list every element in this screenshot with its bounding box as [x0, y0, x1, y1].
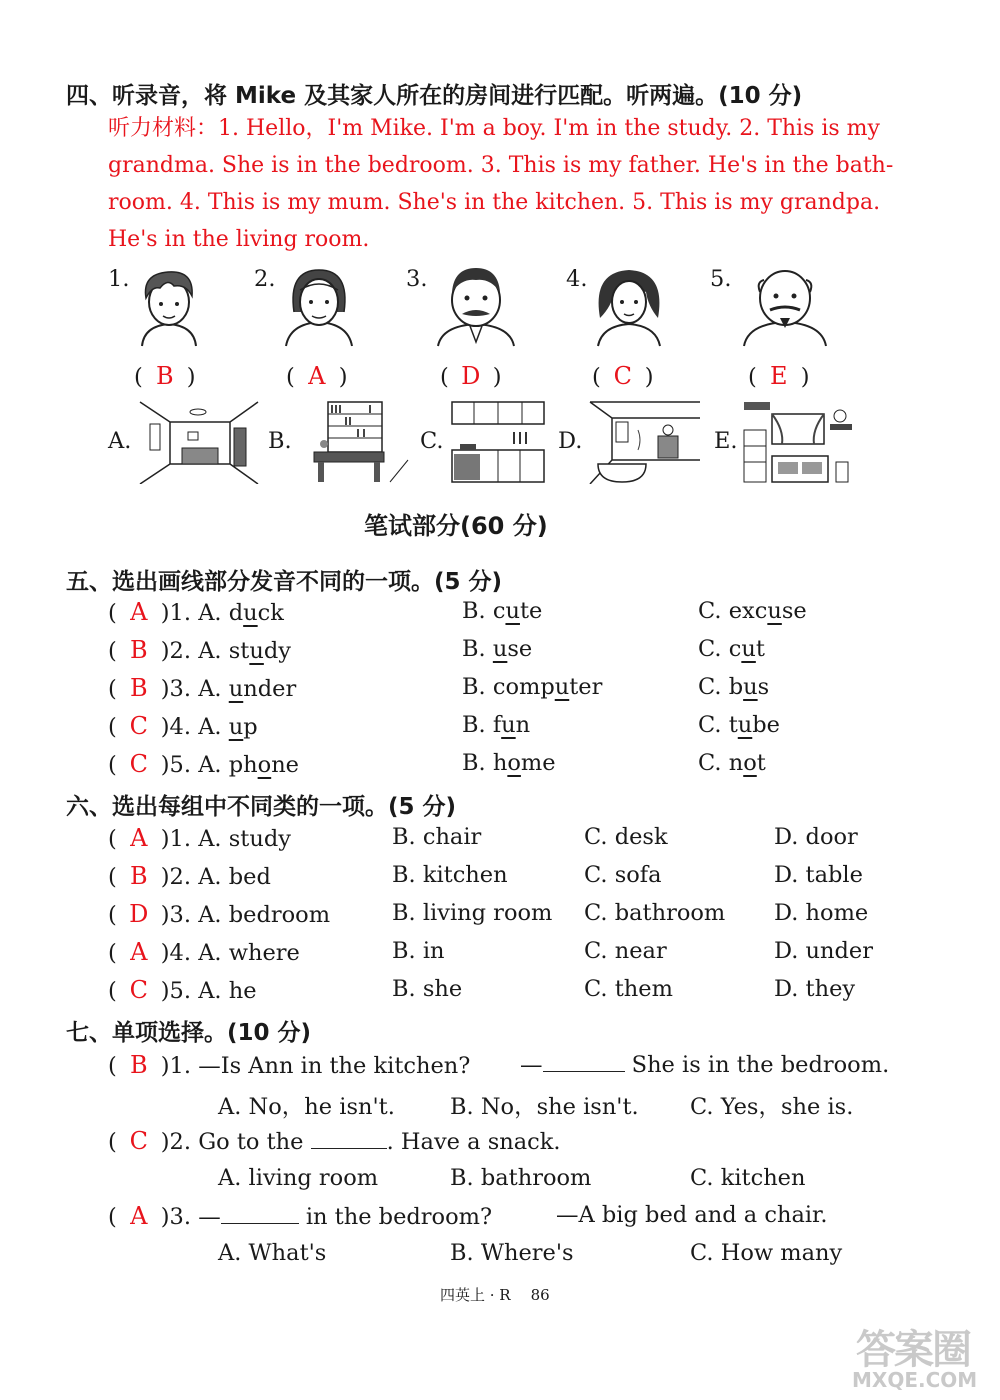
option-b: B. computer	[462, 674, 603, 700]
option-c: C. cut	[698, 636, 765, 662]
answer-value: A	[130, 824, 148, 852]
answer-blank	[543, 1051, 625, 1072]
listening-material-line-4: He's in the living room.	[108, 227, 370, 252]
question-row: ( A )1. A. duck	[108, 598, 284, 626]
answer-value: C	[129, 1127, 148, 1155]
option-a: A. What's	[218, 1240, 327, 1266]
answer-bracket: ( D )	[440, 362, 502, 390]
option-d: D. home	[774, 900, 869, 926]
boy-mike-icon	[128, 262, 210, 348]
option-d: D. table	[774, 862, 863, 888]
option-b: B. in	[392, 938, 445, 964]
answer-value: C	[129, 976, 148, 1004]
option-d: D. they	[774, 976, 856, 1002]
option-d: D. under	[774, 938, 873, 964]
question-row: ( C )5. A. phone	[108, 750, 299, 778]
kitchen-icon	[450, 400, 546, 484]
option-c: C. How many	[690, 1240, 843, 1266]
answer-bracket: ( C )	[592, 362, 654, 390]
page-number: 86	[530, 1286, 550, 1304]
option-b: B. living room	[392, 900, 553, 926]
question-row: ( A )1. A. study	[108, 824, 291, 852]
section5-title: 五、选出画线部分发音不同的一项。(5 分)	[66, 569, 503, 595]
option-b: B. cute	[462, 598, 543, 624]
bedroom-icon	[138, 400, 260, 484]
answer-value: A	[130, 1202, 148, 1230]
mum-icon	[588, 262, 670, 348]
question-blank-part: — She is in the bedroom.	[520, 1052, 890, 1078]
person-number: 4.	[566, 266, 588, 292]
grandma-icon	[278, 262, 360, 348]
person-number: 1.	[108, 266, 130, 292]
answer-blank	[311, 1128, 387, 1149]
room-label: B.	[268, 428, 292, 454]
answer-value: A	[130, 938, 148, 966]
answer-value: B	[129, 862, 148, 890]
room-label: E.	[714, 428, 738, 454]
option-a: A. No，he isn't.	[218, 1094, 395, 1120]
person-number: 5.	[710, 266, 732, 292]
option-b: B. chair	[392, 824, 482, 850]
question-row: ( A )3. — in the bedroom?	[108, 1202, 493, 1230]
room-label: C.	[420, 428, 444, 454]
footer-label: 四英上 · R	[440, 1286, 511, 1304]
section6-title: 六、选出每组中不同类的一项。(5 分)	[66, 794, 457, 820]
option-c: C. Yes，she is.	[690, 1094, 854, 1120]
option-c: C. desk	[584, 824, 668, 850]
option-c: C. kitchen	[690, 1165, 806, 1191]
question-row: ( C )5. A. he	[108, 976, 257, 1004]
answer-value: C	[129, 750, 148, 778]
footer	[440, 1284, 550, 1305]
answer-value: B	[155, 362, 174, 390]
answer-value: D	[129, 900, 149, 928]
option-b: B. home	[462, 750, 556, 776]
question-reply: —A big bed and a chair.	[556, 1202, 828, 1228]
room-label: A.	[108, 428, 132, 454]
option-b: B. use	[462, 636, 533, 662]
question-row: ( B )1. —Is Ann in the kitchen?	[108, 1051, 471, 1079]
study-icon	[298, 400, 410, 484]
bathroom-icon	[588, 400, 702, 484]
listening-material-line-2: grandma. She is in the bedroom. 3. This is my father. He's in the bath-	[108, 153, 894, 178]
answer-bracket: ( E )	[748, 362, 810, 390]
question-row: ( B )2. A. bed	[108, 862, 271, 890]
option-c: C. near	[584, 938, 667, 964]
option-b: B. Where's	[450, 1240, 574, 1266]
answer-value: C	[129, 712, 148, 740]
option-c: C. sofa	[584, 862, 662, 888]
watermark-logo: 答案圈	[856, 1327, 970, 1373]
answer-blank	[221, 1203, 299, 1224]
father-icon	[430, 262, 522, 348]
answer-value: C	[613, 362, 632, 390]
option-d: D. door	[774, 824, 858, 850]
answer-bracket: ( A )	[286, 362, 348, 390]
room-label: D.	[558, 428, 583, 454]
option-b: B. she	[392, 976, 463, 1002]
option-b: B. No，she isn't.	[450, 1094, 639, 1120]
option-b: B. bathroom	[450, 1165, 592, 1191]
option-a: A. living room	[218, 1165, 379, 1191]
person-number: 2.	[254, 266, 276, 292]
answer-value: B	[129, 1051, 148, 1079]
option-c: C. tube	[698, 712, 780, 738]
question-row: ( B )3. A. under	[108, 674, 297, 702]
answer-value: D	[461, 362, 481, 390]
section4-title: 四、听录音，将 Mike 及其家人所在的房间进行匹配。听两遍。(10 分)	[66, 83, 803, 109]
answer-value: B	[129, 636, 148, 664]
grandpa-icon	[736, 262, 834, 348]
living-room-icon	[742, 400, 854, 484]
answer-value: E	[770, 362, 788, 390]
option-b: B. fun	[462, 712, 531, 738]
option-b: B. kitchen	[392, 862, 508, 888]
question-row: ( C )4. A. up	[108, 712, 258, 740]
question-row: ( C )2. Go to the . Have a snack.	[108, 1127, 561, 1155]
option-c: C. them	[584, 976, 673, 1002]
listening-material-line-1: 听力材料：1. Hello，I'm Mike. I'm a boy. I'm in the study. 2. This is my	[108, 116, 880, 141]
watermark-url: MXQE.COM	[852, 1368, 978, 1392]
listening-material-line-3: room. 4. This is my mum. She's in the kitchen. 5. This is my grandpa.	[108, 190, 881, 215]
person-number: 3.	[406, 266, 428, 292]
option-c: C. bus	[698, 674, 770, 700]
answer-value: B	[129, 674, 148, 702]
answer-value: A	[308, 362, 326, 390]
question-row: ( D )3. A. bedroom	[108, 900, 331, 928]
question-row: ( B )2. A. study	[108, 636, 291, 664]
written-part-title: 笔试部分(60 分)	[364, 512, 548, 540]
option-c: C. not	[698, 750, 766, 776]
answer-bracket: ( B )	[134, 362, 196, 390]
question-row: ( A )4. A. where	[108, 938, 300, 966]
option-c: C. bathroom	[584, 900, 726, 926]
answer-value: A	[130, 598, 148, 626]
section7-title: 七、单项选择。(10 分)	[66, 1020, 312, 1046]
option-c: C. excuse	[698, 598, 807, 624]
